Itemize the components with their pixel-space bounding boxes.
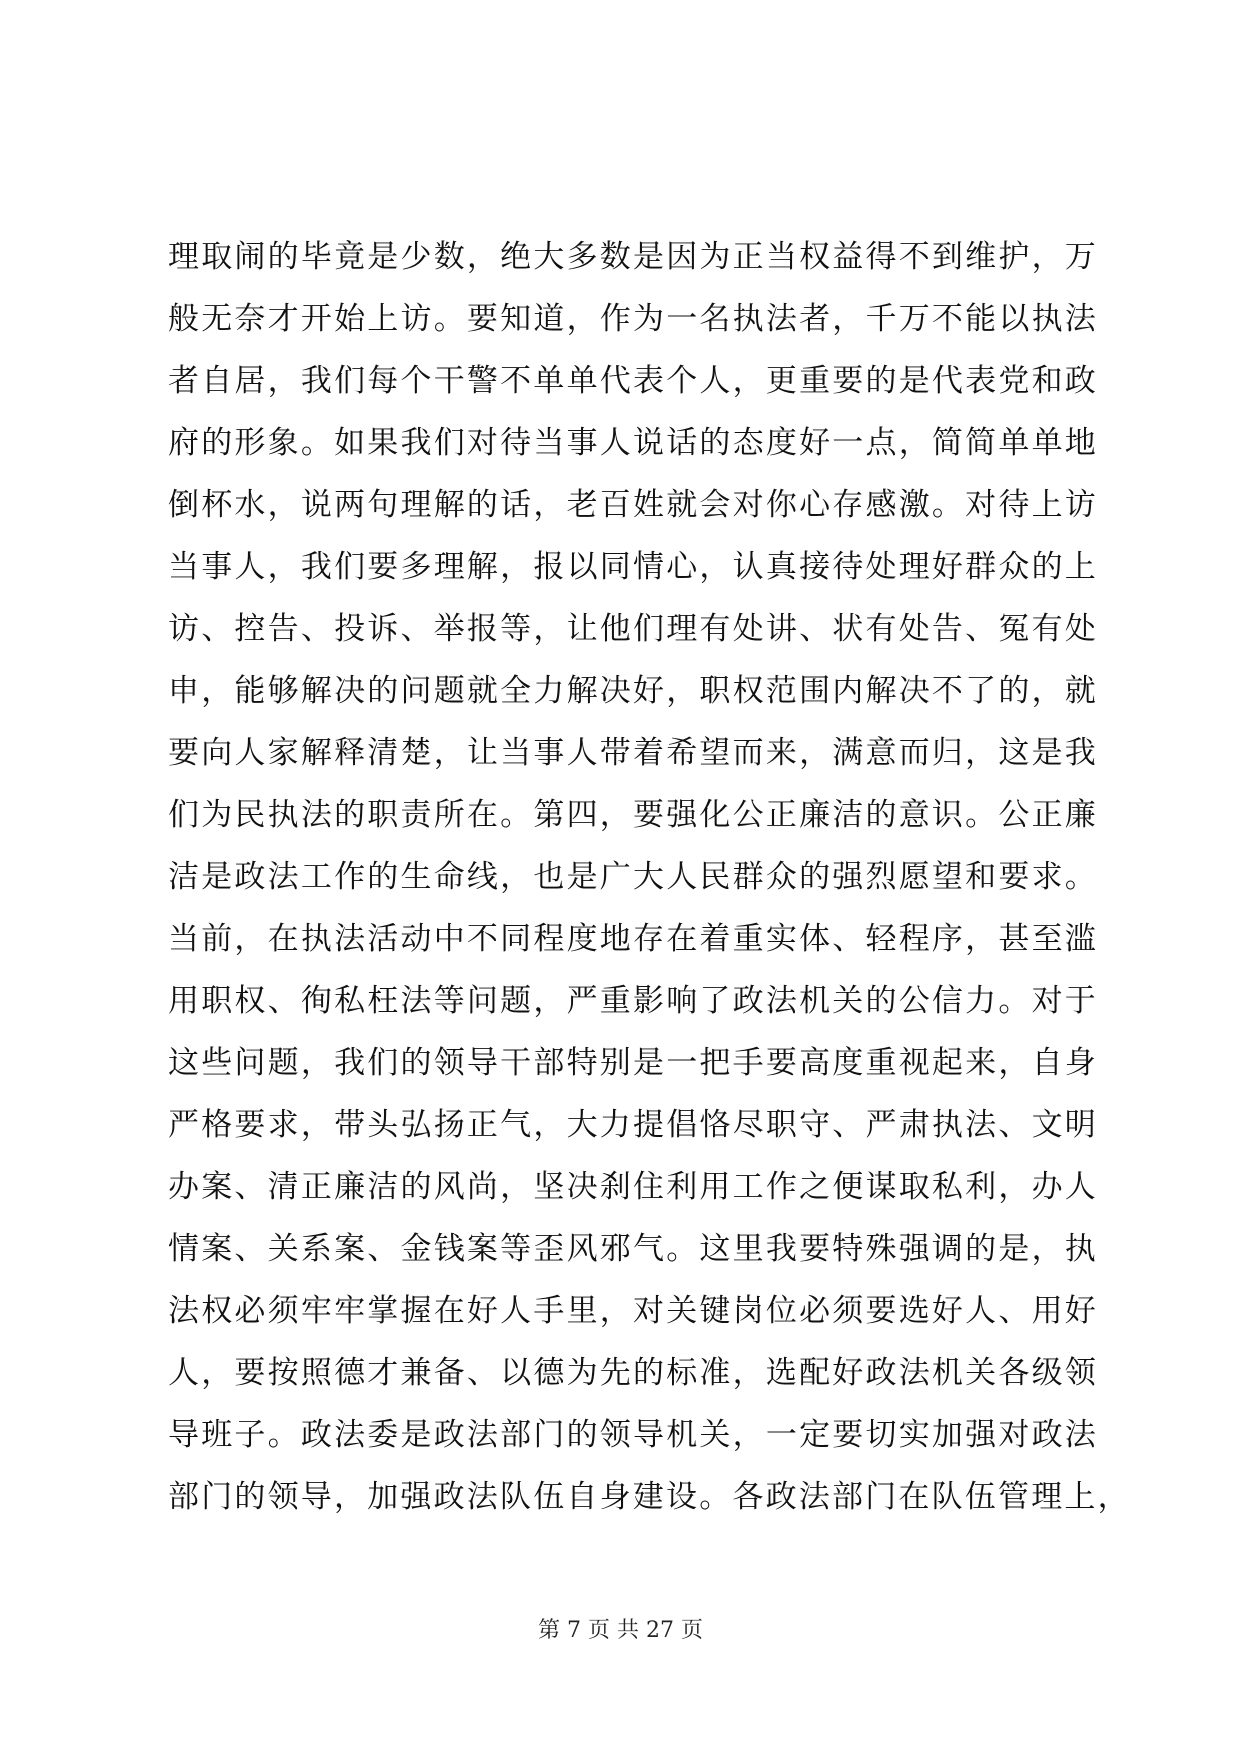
text-line: 严格要求，带头弘扬正气，大力提倡恪尽职守、严肃执法、文明 (168, 1107, 1098, 1143)
text-line: 者自居，我们每个干警不单单代表个人，更重要的是代表党和政 (168, 363, 1098, 399)
text-line: 部门的领导，加强政法队伍自身建设。各政法部门在队伍管理上， (168, 1479, 1131, 1515)
text-line: 倒杯水，说两句理解的话，老百姓就会对你心存感激。对待上访 (168, 487, 1098, 523)
text-line: 申，能够解决的问题就全力解决好，职权范围内解决不了的，就 (168, 673, 1098, 709)
text-line: 办案、清正廉洁的风尚，坚决刹住利用工作之便谋取私利，办人 (168, 1169, 1098, 1205)
body-text (168, 226, 1131, 1528)
text-line: 访、控告、投诉、举报等，让他们理有处讲、状有处告、冤有处 (168, 611, 1098, 647)
text-line: 这些问题，我们的领导干部特别是一把手要高度重视起来，自身 (168, 1045, 1098, 1081)
text-line: 理取闹的毕竟是少数，绝大多数是因为正当权益得不到维护，万 (168, 239, 1098, 275)
text-line: 要向人家解释清楚，让当事人带着希望而来，满意而归，这是我 (168, 735, 1098, 771)
text-line: 般无奈才开始上访。要知道，作为一名执法者，千万不能以执法 (168, 301, 1098, 337)
text-line: 人，要按照德才兼备、以德为先的标准，选配好政法机关各级领 (168, 1355, 1098, 1391)
text-line: 当事人，我们要多理解，报以同情心，认真接待处理好群众的上 (168, 549, 1098, 585)
text-line: 们为民执法的职责所在。第四，要强化公正廉洁的意识。公正廉 (168, 797, 1098, 833)
text-line: 府的形象。如果我们对待当事人说话的态度好一点，简简单单地 (168, 425, 1098, 461)
text-line: 洁是政法工作的生命线，也是广大人民群众的强烈愿望和要求。 (168, 859, 1098, 895)
text-line: 法权必须牢牢掌握在好人手里，对关键岗位必须要选好人、用好 (168, 1293, 1098, 1329)
text-line: 情案、关系案、金钱案等歪风邪气。这里我要特殊强调的是，执 (168, 1231, 1098, 1267)
text-line: 当前，在执法活动中不同程度地存在着重实体、轻程序，甚至滥 (168, 921, 1098, 957)
page-number-footer: 第 7 页 共 27 页 (538, 1618, 703, 1643)
text-line: 导班子。政法委是政法部门的领导机关，一定要切实加强对政法 (168, 1417, 1098, 1453)
text-line: 用职权、徇私枉法等问题，严重影响了政法机关的公信力。对于 (168, 983, 1098, 1019)
